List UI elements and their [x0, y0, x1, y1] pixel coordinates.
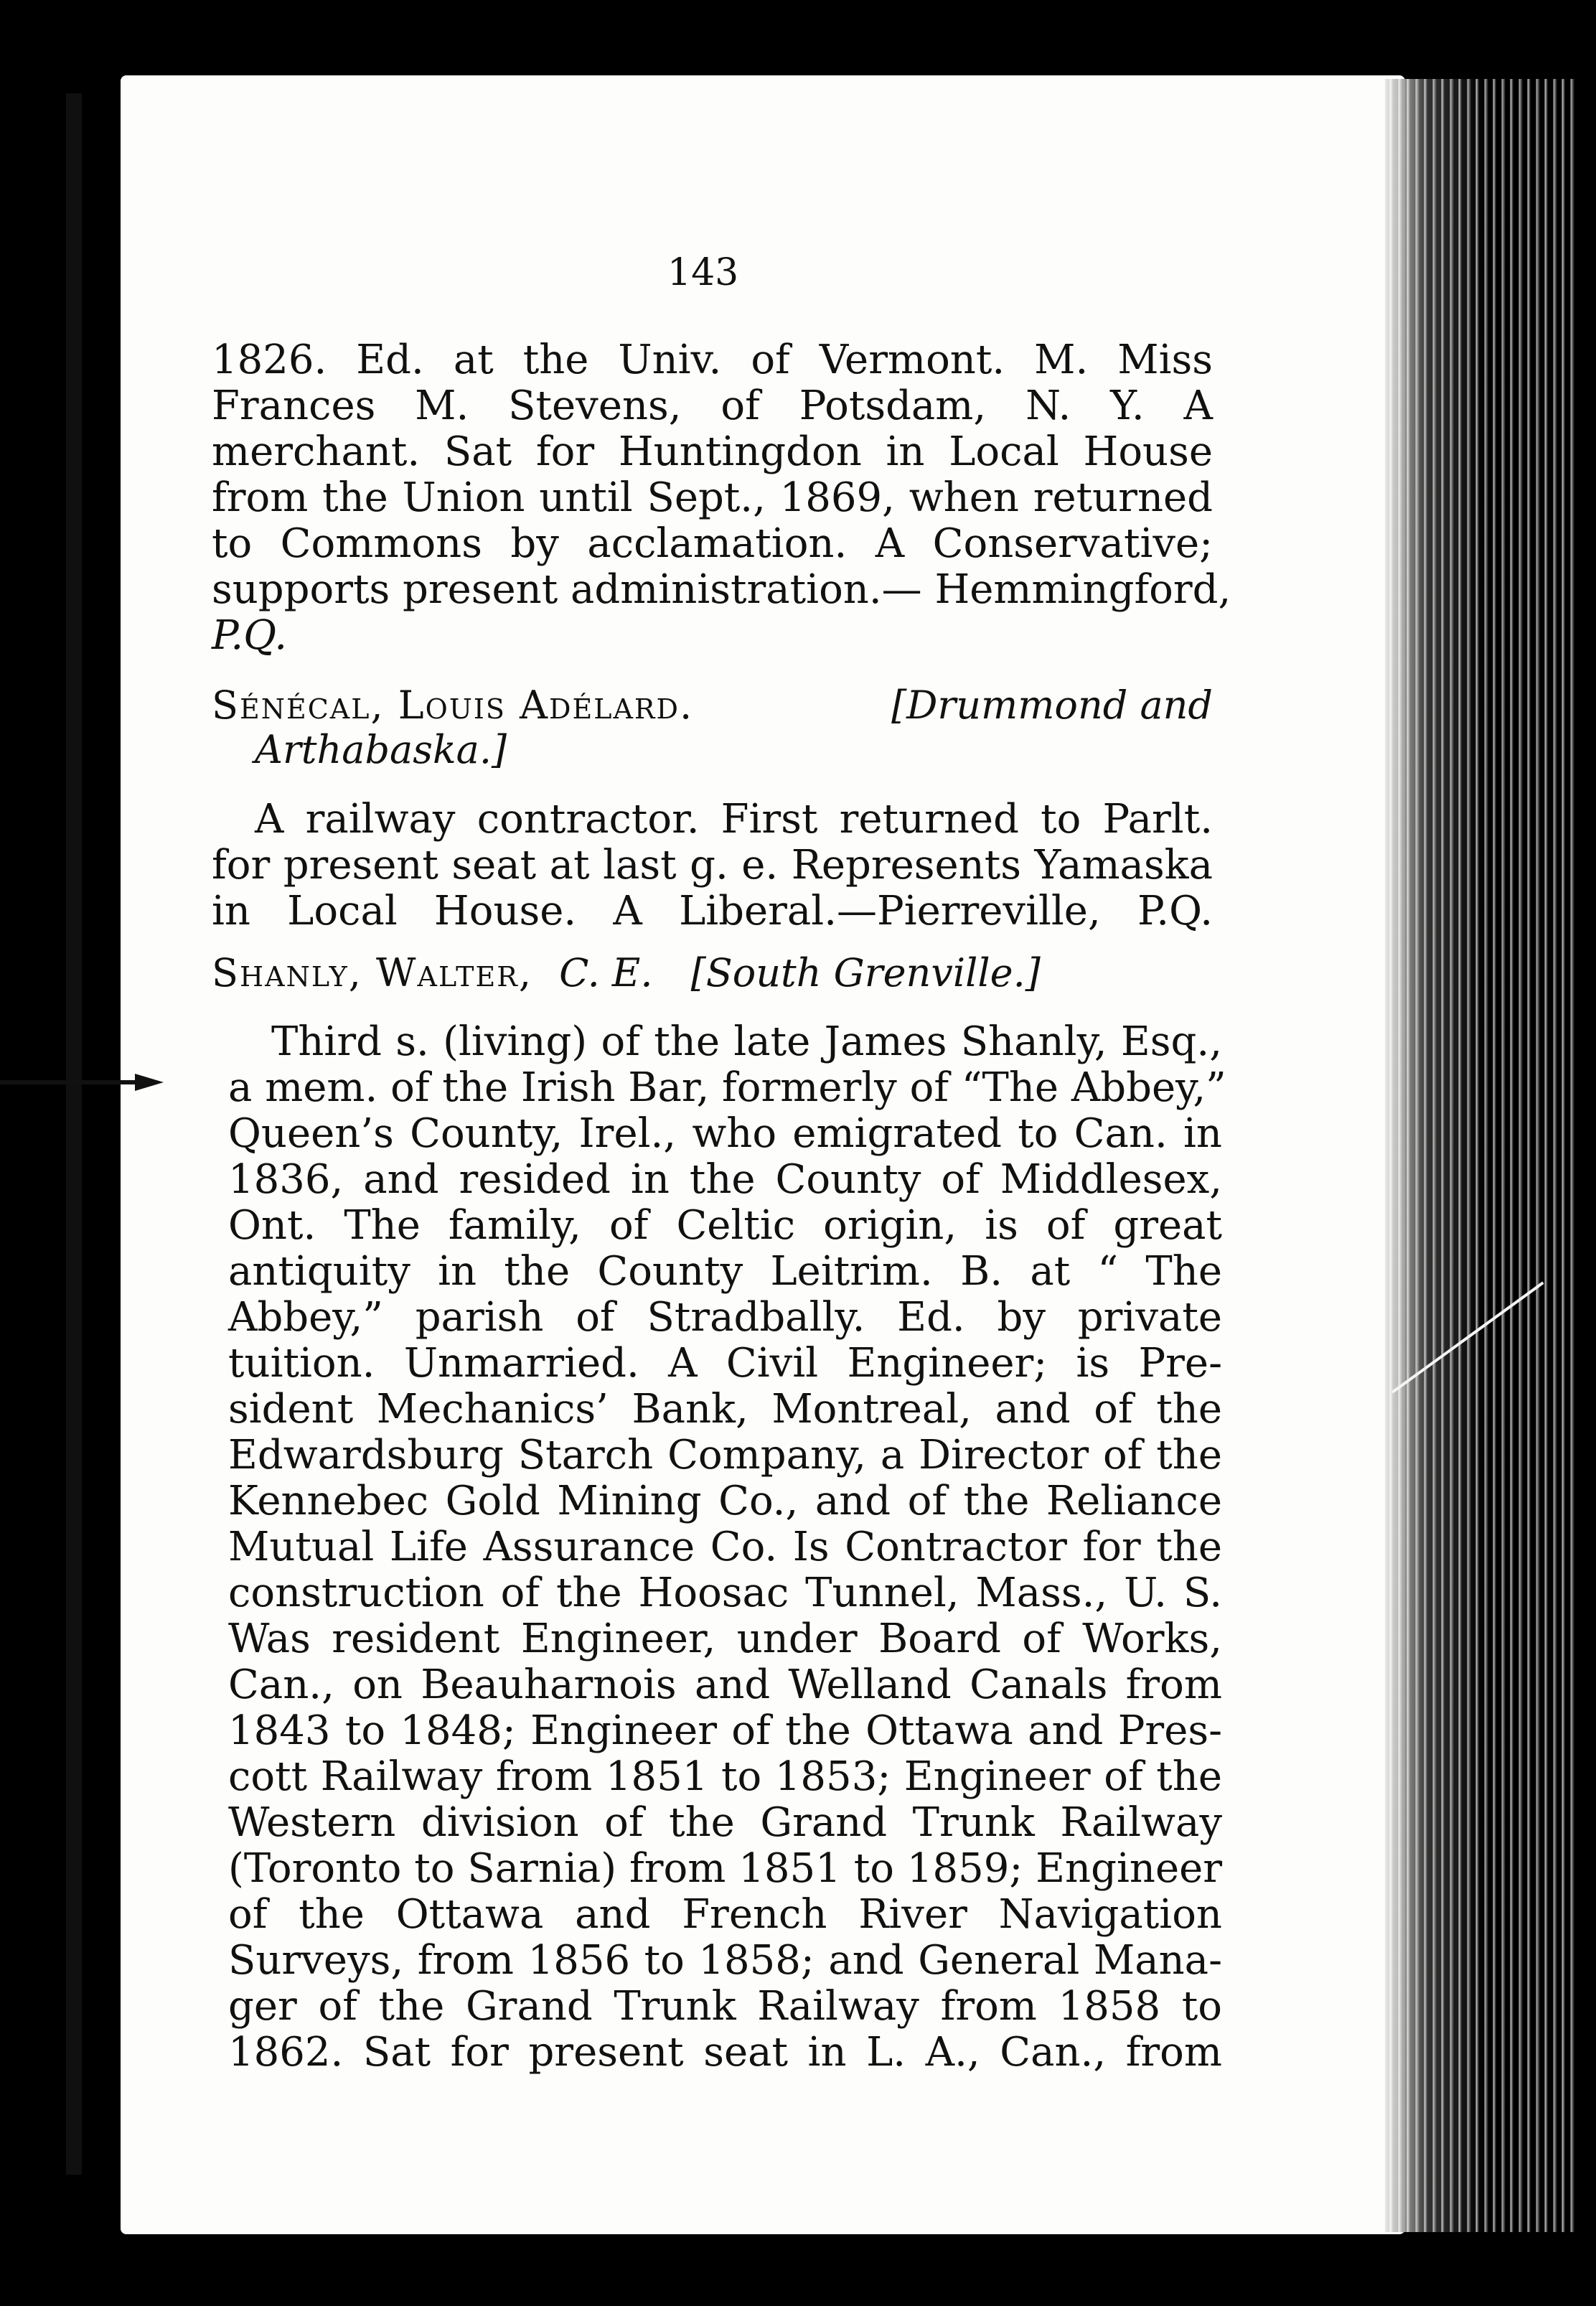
riding-name: [South Grenville.] [690, 950, 1041, 995]
text-line: sident Mechanics’ Bank, Montreal, and of the [228, 1386, 1222, 1433]
riding-name: [Drummond and [891, 683, 1213, 728]
text-line: a mem. of the Irish Bar, formerly of “The Abbey,” [228, 1064, 1226, 1111]
text-line: of the Ottawa and French River Navigation [228, 1891, 1222, 1938]
text-line: Edwardsburg Starch Company, a Director of the [228, 1432, 1222, 1478]
text-line: ger of the Grand Trunk Railway from 1858 to [228, 1983, 1222, 2030]
pointer-mark-line [0, 1080, 136, 1084]
text-line: for present seat at last g. e. Represents Yamaska [212, 842, 1213, 889]
riding-name-continued: Arthabaska.] [255, 727, 507, 772]
page-edge-fade [1385, 79, 1579, 2232]
entry-body-shanly [228, 1018, 1226, 2076]
entry-body-senecal [212, 797, 1213, 934]
text-line: Was resident Engineer, under Board of Works, [228, 1616, 1222, 1662]
text-line: 1826. Ed. at the Univ. of Vermont. M. Miss [212, 337, 1213, 383]
entry-heading-senecal [212, 683, 1213, 772]
heading-row [212, 683, 1213, 728]
text-line: 1862. Sat for present seat in L. A., Can., from [228, 2029, 1222, 2076]
text-line: Frances M. Stevens, of Potsdam, N. Y. A [212, 383, 1213, 429]
text-line: to Commons by acclamation. A Conservative; [212, 520, 1213, 567]
page-number: 143 [667, 251, 739, 294]
text-line: Can., on Beauharnois and Welland Canals from [228, 1661, 1222, 1708]
entry-heading-shanly [212, 951, 1213, 995]
text-line: Abbey,” parish of Stradbally. Ed. by private [228, 1294, 1222, 1341]
pointer-mark-arrowhead [135, 1074, 164, 1091]
text-line: Mutual Life Assurance Co. Is Contractor for the [228, 1524, 1222, 1570]
text-line: cott Railway from 1851 to 1853; Engineer of the [228, 1753, 1222, 1800]
text-line: 1843 to 1848; Engineer of the Ottawa and Pres- [228, 1707, 1222, 1754]
text-line: Queen’s County, Irel., who emigrated to Can. in [228, 1110, 1222, 1157]
member-name: Shanly, Walter, [212, 950, 532, 995]
text-line: Third s. (living) of the late James Shanly, Esq., [271, 1018, 1222, 1065]
place-of-residence: P.Q. [212, 612, 288, 659]
member-name: Sénécal, Louis Adélard. [212, 683, 694, 728]
text-line: A railway contractor. First returned to Parlt. [255, 796, 1213, 843]
entry-continuation [212, 337, 1231, 659]
text-line: Surveys, from 1856 to 1858; and General Mana- [228, 1937, 1222, 1984]
text-line: Ont. The family, of Celtic origin, is of great [228, 1202, 1222, 1249]
text-line: merchant. Sat for Huntingdon in Local House [212, 428, 1213, 475]
text-line: supports present administration.— Hemmingford, [212, 566, 1231, 613]
binding-strip [66, 93, 82, 2175]
text-line: tuition. Unmarried. A Civil Engineer; is Pre- [228, 1340, 1222, 1387]
text-line: (Toronto to Sarnia) from 1851 to 1859; Engineer [228, 1845, 1222, 1892]
text-line: construction of the Hoosac Tunnel, Mass., U. S. [228, 1570, 1222, 1616]
text-line: Kennebec Gold Mining Co., and of the Reliance [228, 1478, 1222, 1524]
text-line: Western division of the Grand Trunk Railway [228, 1799, 1222, 1846]
text-line: antiquity in the County Leitrim. B. at “ The [228, 1248, 1222, 1295]
member-title: C. E. [559, 950, 653, 995]
text-line: 1836, and resided in the County of Middlesex, [228, 1156, 1222, 1203]
text-line: in Local House. A Liberal.—Pierreville, P.Q. [212, 888, 1213, 934]
text-line: from the Union until Sept., 1869, when returned [212, 474, 1213, 521]
